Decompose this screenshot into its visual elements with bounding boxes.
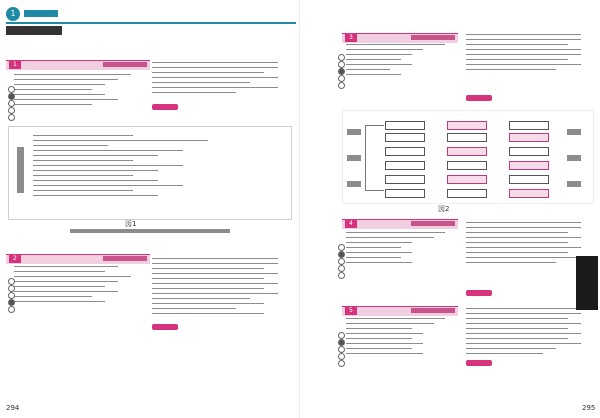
answer-option-marker xyxy=(338,360,345,367)
figure-2-caption: 図2 xyxy=(438,205,450,213)
question-bar-4 xyxy=(342,219,458,229)
diagram-node xyxy=(447,161,487,170)
figure-1-vertical-label xyxy=(17,147,24,193)
answer-tag-1 xyxy=(152,104,178,110)
diagram-label-taiyang xyxy=(567,155,581,161)
answer-tag-4 xyxy=(466,290,492,296)
diagram-node xyxy=(447,133,487,142)
question-ref xyxy=(411,35,455,40)
chapter-rule xyxy=(6,22,296,24)
answer-option-marker xyxy=(338,68,345,75)
diagram-node xyxy=(509,175,549,184)
question-2-text xyxy=(14,266,144,306)
diagram-node-highlight xyxy=(509,161,549,170)
figure-1-caption: 図1 xyxy=(125,220,137,228)
diagram-label-yangming xyxy=(567,129,581,135)
page-number-left: 294 xyxy=(6,404,20,412)
diagram-node xyxy=(385,121,425,130)
answer-option-marker xyxy=(338,61,345,68)
answer-option-marker xyxy=(8,299,15,306)
diagram-node xyxy=(509,121,549,130)
diagram-node xyxy=(509,147,549,156)
answer-option-marker xyxy=(338,353,345,360)
answer-option-marker xyxy=(8,107,15,114)
answer-option-marker xyxy=(8,93,15,100)
diagram-node xyxy=(385,175,425,184)
figure-2-diagram xyxy=(342,110,594,204)
answer-option-marker xyxy=(8,114,15,121)
question-ref xyxy=(411,221,455,226)
chapter-badge-number: 1 xyxy=(10,9,16,18)
answer-tag-3 xyxy=(466,95,492,101)
question-number: 1 xyxy=(9,61,21,69)
figure-1-body xyxy=(33,135,283,200)
diagram-label-jueyin xyxy=(347,181,361,187)
figure-1-box xyxy=(8,126,292,220)
answer-option-marker xyxy=(338,75,345,82)
page-number-right: 295 xyxy=(582,404,596,412)
question-5-text xyxy=(346,318,456,358)
answer-option-marker xyxy=(338,251,345,258)
section-title xyxy=(6,26,62,35)
question-number: 2 xyxy=(9,255,21,263)
question-bar-1 xyxy=(6,60,150,70)
right-page xyxy=(300,0,600,418)
question-number: 5 xyxy=(345,307,357,315)
question-1-text xyxy=(14,74,144,109)
chapter-badge xyxy=(6,7,20,21)
diagram-node xyxy=(385,161,425,170)
explanation-4-text xyxy=(466,222,594,267)
question-number: 4 xyxy=(345,220,357,228)
diagram-node-highlight xyxy=(509,133,549,142)
diagram-label-taiyin xyxy=(347,129,361,135)
answer-option-marker xyxy=(338,265,345,272)
question-ref xyxy=(411,308,455,313)
chapter-title xyxy=(24,10,58,17)
diagram-node xyxy=(447,189,487,198)
diagram-node-highlight xyxy=(447,121,487,130)
figure-1-source xyxy=(70,229,230,233)
answer-option-marker xyxy=(338,346,345,353)
explanation-3-text xyxy=(466,34,594,74)
question-4-text xyxy=(346,232,456,267)
question-bar-5 xyxy=(342,306,458,316)
question-ref xyxy=(103,62,147,67)
answer-option-marker xyxy=(8,285,15,292)
explanation-1-text xyxy=(152,62,292,97)
answer-option-marker xyxy=(8,306,15,313)
answer-option-marker xyxy=(8,100,15,107)
answer-option-marker xyxy=(338,54,345,61)
answer-option-marker xyxy=(8,292,15,299)
answer-option-marker xyxy=(338,82,345,89)
diagram-node xyxy=(385,147,425,156)
side-section-tab xyxy=(576,256,598,310)
answer-option-marker xyxy=(338,339,345,346)
answer-option-marker xyxy=(8,86,15,93)
answer-option-marker xyxy=(338,272,345,279)
diagram-node-highlight xyxy=(447,175,487,184)
explanation-5-text xyxy=(466,308,594,358)
diagram-label-shaoyang xyxy=(567,181,581,187)
diagram-bracket xyxy=(365,125,384,191)
answer-option-marker xyxy=(8,278,15,285)
question-bar-3 xyxy=(342,33,458,43)
answer-tag-5 xyxy=(466,360,492,366)
diagram-node xyxy=(385,189,425,198)
diagram-label-shaoyin xyxy=(347,155,361,161)
answer-option-marker xyxy=(338,258,345,265)
answer-tag-2 xyxy=(152,324,178,330)
explanation-2-text xyxy=(152,258,292,318)
question-3-text xyxy=(346,44,456,79)
diagram-node-highlight xyxy=(509,189,549,198)
question-bar-2 xyxy=(6,254,150,264)
answer-option-marker xyxy=(338,332,345,339)
diagram-node-highlight xyxy=(447,147,487,156)
question-ref xyxy=(103,256,147,261)
diagram-node xyxy=(385,133,425,142)
question-number: 3 xyxy=(345,34,357,42)
answer-option-marker xyxy=(338,244,345,251)
